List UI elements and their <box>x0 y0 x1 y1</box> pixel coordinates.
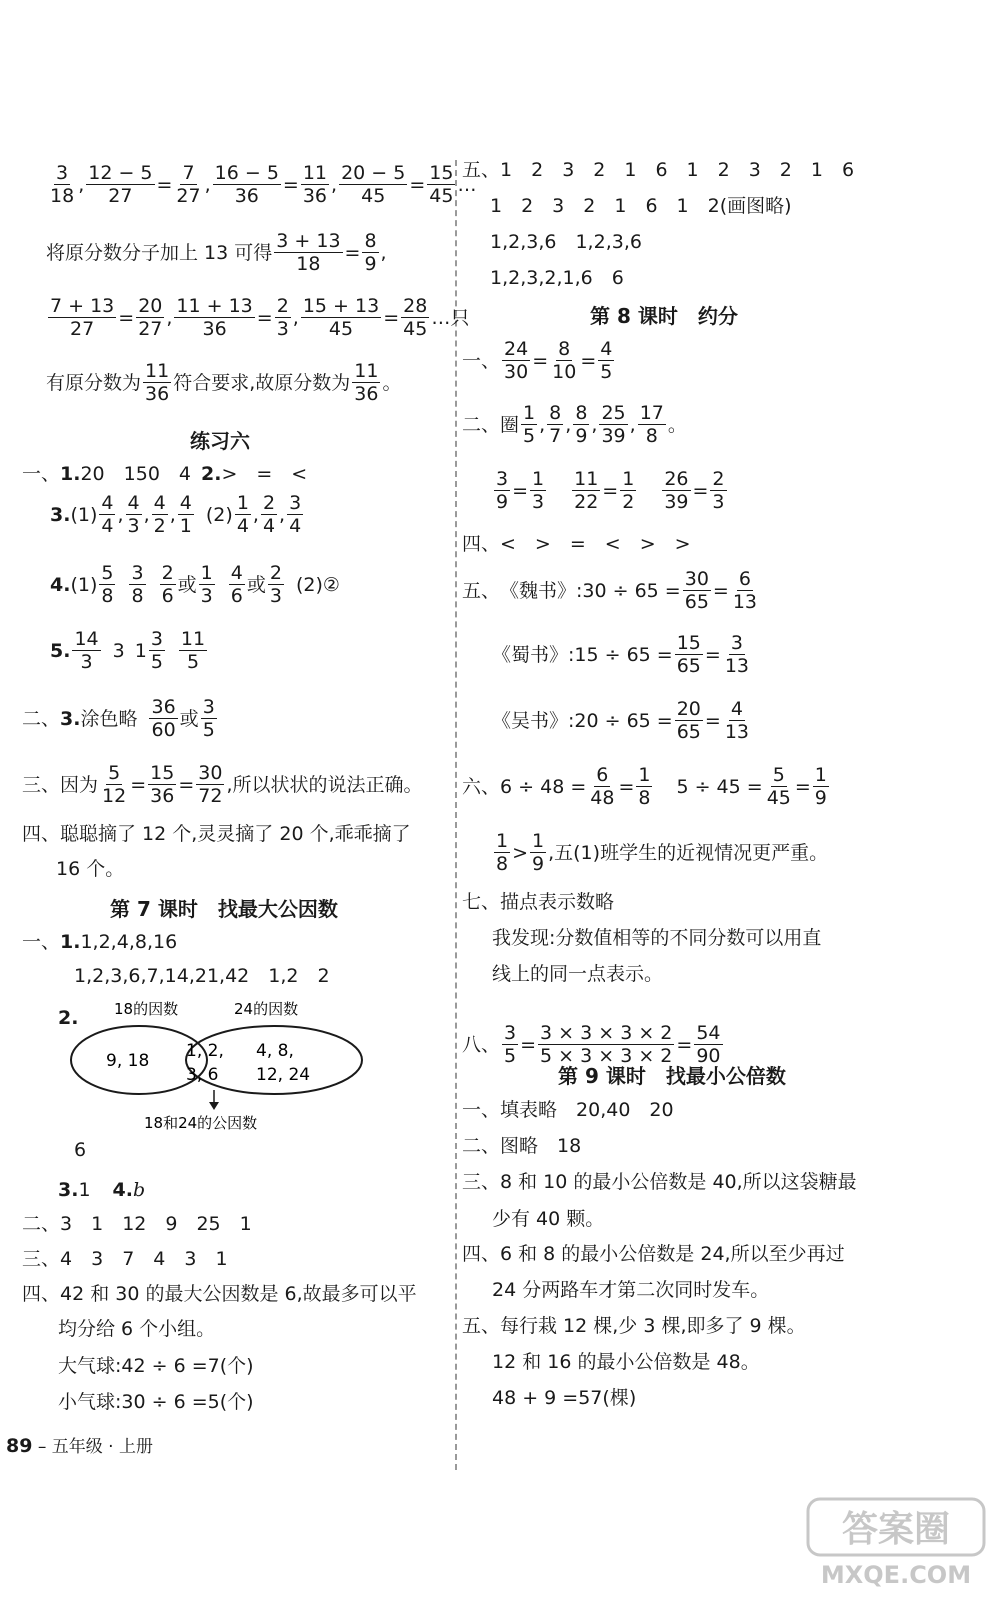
fraction: $\frac{15}{45}$ <box>429 162 454 207</box>
fraction: $\frac{11 + 13}{36}$ <box>176 295 253 340</box>
answer-row: 12 和 16 的最小公倍数是 48。 <box>492 1351 760 1373</box>
watermark-bottom-text: MXQE.COM <box>820 1561 972 1589</box>
fraction: $\frac{20}{27}$ <box>138 295 163 340</box>
answer-row: 四、 < > = < > > <box>462 533 691 555</box>
answer-row: 少有 40 颗。 <box>492 1208 605 1230</box>
venn-right-title: 24的因数 <box>234 1000 299 1018</box>
right-column <box>462 0 992 1480</box>
venn-common-1: 1, 2, <box>186 1041 224 1061</box>
answer-row: 5. $\frac{14}{3}$ 3 1 $\frac{3}{5}$ $\frac{11}{5}$ <box>50 628 206 673</box>
fraction: $\frac{15 + 13}{45}$ <box>302 295 380 340</box>
fraction: $\frac{7}{27}$ <box>176 162 201 207</box>
section-heading: 练习六 <box>190 429 250 453</box>
text-row: 将原分数分子加上 13 可得 $\frac{3 + 13}{18}$ = $\frac{8}{9}$ , <box>46 230 387 275</box>
answer-row: 二、 3. 涂色略 $\frac{36}{60}$ 或 $\frac{3}{5}$ <box>22 696 215 741</box>
page-footer <box>6 1432 153 1457</box>
venn-left-title: 18的因数 <box>114 1000 179 1018</box>
left-column <box>0 0 477 1480</box>
venn-left-only: 9, 18 <box>106 1051 150 1071</box>
fraction: $\frac{3 + 13}{18}$ <box>276 230 341 275</box>
fraction: $\frac{7 + 13}{27}$ <box>50 295 115 340</box>
answer-row: 二、 3 1 12 9 25 1 <box>22 1213 252 1235</box>
answer-row: 八、 $\frac{3}{5}$ = $\frac{3 \times 3 \times 3 \times 2}{5 \times 3 \times 3 \times 2}$ = $\frac{54}{90}$ <box>462 1022 721 1067</box>
answer-row: 六、 6 ÷ 48 = $\frac{6}{48}$ = $\frac{1}{8}$ 5 ÷ 45 = $\frac{5}{45}$ = $\frac{1}{9}$ <box>462 764 827 809</box>
answer-row: $\frac{1}{8}$ > $\frac{1}{9}$ ,五(1)班学生的近视情况更严重。 <box>496 830 829 875</box>
answer-row: 大气球:42 ÷ 6 =7(个) <box>58 1355 254 1377</box>
fraction: $\frac{11}{36}$ <box>302 162 328 207</box>
answer-row: 均分给 6 个小组。 <box>58 1318 216 1340</box>
answer-row: 2. <box>58 1007 79 1029</box>
footer-dash: – <box>37 1437 47 1457</box>
fraction: $\frac{2}{3}$ <box>276 295 289 340</box>
venn-common-2: 3, 6 <box>186 1065 219 1085</box>
answer-row: 24 分两路车才第二次同时发车。 <box>492 1279 770 1301</box>
section-heading: 第 7 课时 找最大公因数 <box>110 897 338 921</box>
fraction: $\frac{11}{36}$ <box>354 360 379 405</box>
fraction: $\frac{16 - 5}{36}$ <box>214 162 279 207</box>
answer-row: 《吴书》:20 ÷ 65 = $\frac{20}{65}$ = $\frac{4}{13}$ <box>492 698 750 743</box>
answer-row: 3. (1) $\frac{4}{4}$ , $\frac{4}{3}$ , $\frac{4}{2}$ , $\frac{4}{1}$ (2) $\frac{1}{4}$ , $\frac{2}{4}$ , $\frac{3}{4}$ <box>50 492 302 537</box>
answer-row: 16 个。 <box>56 858 125 880</box>
text-row: 有原分数为 $\frac{11}{36}$ 符合要求,故原分数为 $\frac{11}{36}$ 。 <box>46 360 402 405</box>
watermark-logo <box>806 1495 986 1590</box>
answer-row: 1,2,3,2,1,6 6 <box>490 267 624 289</box>
answer-row: 五、 每行栽 12 棵,少 3 棵,即多了 9 棵。 <box>462 1315 806 1337</box>
answer-row: 二、 图略 18 <box>462 1135 582 1157</box>
answer-row: 1,2,3,6,7,14,21,42 1,2 2 <box>74 965 330 987</box>
answer-row: 3. 1 4. b <box>58 1179 146 1201</box>
page-number: 89 <box>6 1435 33 1457</box>
section-heading: 第 8 课时 约分 <box>590 304 738 328</box>
answer-row: 1 2 3 2 1 6 1 2(画图略) <box>490 195 792 217</box>
answer-row: 1,2,3,6 1,2,3,6 <box>490 231 642 253</box>
answer-row: 二、 圈 $\frac{1}{5}$ , $\frac{8}{7}$ , $\frac{8}{9}$ , $\frac{25}{39}$ , $\frac{17}{8}$ 。 <box>462 402 687 447</box>
fraction: $\frac{8}{9}$ <box>364 230 377 275</box>
answer-row: 一、 1. 1,2,4,8,16 <box>22 931 178 953</box>
fraction-sequence-row-1: $\frac{3}{18}$ , $\frac{12 - 5}{27}$ = $\frac{7}{27}$ , $\frac{16 - 5}{36}$ = $\frac{11}{36}$ , $\frac{20 - 5}{45}$ = $\frac{15}{45}$ … <box>50 162 477 207</box>
answer-row: 三、 8 和 10 的最小公倍数是 40,所以这袋糖最 <box>462 1171 857 1193</box>
venn-right-2: 12, 24 <box>256 1065 311 1085</box>
answer-row: 四、 42 和 30 的最大公因数是 6,故最多可以平 <box>22 1283 417 1305</box>
answer-row: 五、 《魏书》:30 ÷ 65 = $\frac{30}{65}$ = $\frac{6}{13}$ <box>462 568 758 613</box>
fraction: $\frac{11}{36}$ <box>145 360 170 405</box>
fraction-sequence-row-2: $\frac{7 + 13}{27}$ = $\frac{20}{27}$ , $\frac{11 + 13}{36}$ = $\frac{2}{3}$ , $\frac{15 + 13}{45}$ = $\frac{28}{45}$ …只 <box>50 295 470 340</box>
venn-bottom-label: 18和24的公因数 <box>144 1114 258 1132</box>
answer-row: 《蜀书》:15 ÷ 65 = $\frac{15}{65}$ = $\frac{3}{13}$ <box>492 632 750 677</box>
answer-row: 一、 填表略 20,40 20 <box>462 1099 674 1121</box>
venn-diagram <box>64 992 364 1132</box>
answer-row: $\frac{3}{9}$ = $\frac{1}{3}$ $\frac{11}{22}$ = $\frac{1}{2}$ $\frac{26}{39}$ = $\frac{2}{3}$ <box>496 468 725 513</box>
fraction: $\frac{3}{18}$ <box>50 162 75 207</box>
answer-row: 4. (1) $\frac{5}{8}$ $\frac{3}{8}$ $\frac{2}{6}$ 或 $\frac{1}{3}$ $\frac{4}{6}$ 或 $\frac{2}{3}$ (2)② <box>50 562 340 607</box>
fraction: $\frac{28}{45}$ <box>403 295 428 340</box>
answer-row: 一、 1. 20 150 4 2. > = < <box>22 463 308 485</box>
answer-row: 小气球:30 ÷ 6 =5(个) <box>58 1391 254 1413</box>
venn-right-1: 4, 8, <box>256 1041 294 1061</box>
answer-row: 48 + 9 =57(棵) <box>492 1387 637 1409</box>
fraction: $\frac{12 - 5}{27}$ <box>88 162 153 207</box>
venn-arrow-head <box>209 1102 219 1110</box>
section-heading: 第 9 课时 找最小公倍数 <box>558 1064 786 1088</box>
answer-row: 三、 因为 $\frac{5}{12}$ = $\frac{15}{36}$ = $\frac{30}{72}$ ,所以状状的说法正确。 <box>22 762 423 807</box>
answer-row: 我发现:分数值相等的不同分数可以用直 <box>492 927 822 949</box>
answer-row: 七、 描点表示数略 <box>462 891 615 913</box>
answer-row: 一、 $\frac{24}{30}$ = $\frac{8}{10}$ = $\frac{4}{5}$ <box>462 338 613 383</box>
fraction: $\frac{20 - 5}{45}$ <box>341 162 406 207</box>
answer-row: 三、 4 3 7 4 3 1 <box>22 1248 228 1270</box>
answer-row: 6 <box>74 1139 87 1161</box>
watermark-top-text: 答案圈 <box>841 1509 951 1550</box>
answer-row: 四、 聪聪摘了 12 个,灵灵摘了 20 个,乖乖摘了 <box>22 823 411 845</box>
answer-row: 五、 1 2 3 2 1 6 1 2 3 2 1 6 <box>462 159 855 181</box>
footer-grade: 五年级 · 上册 <box>51 1437 153 1457</box>
answer-row: 四、 6 和 8 的最小公倍数是 24,所以至少再过 <box>462 1243 845 1265</box>
answer-row: 线上的同一点表示。 <box>492 963 664 985</box>
